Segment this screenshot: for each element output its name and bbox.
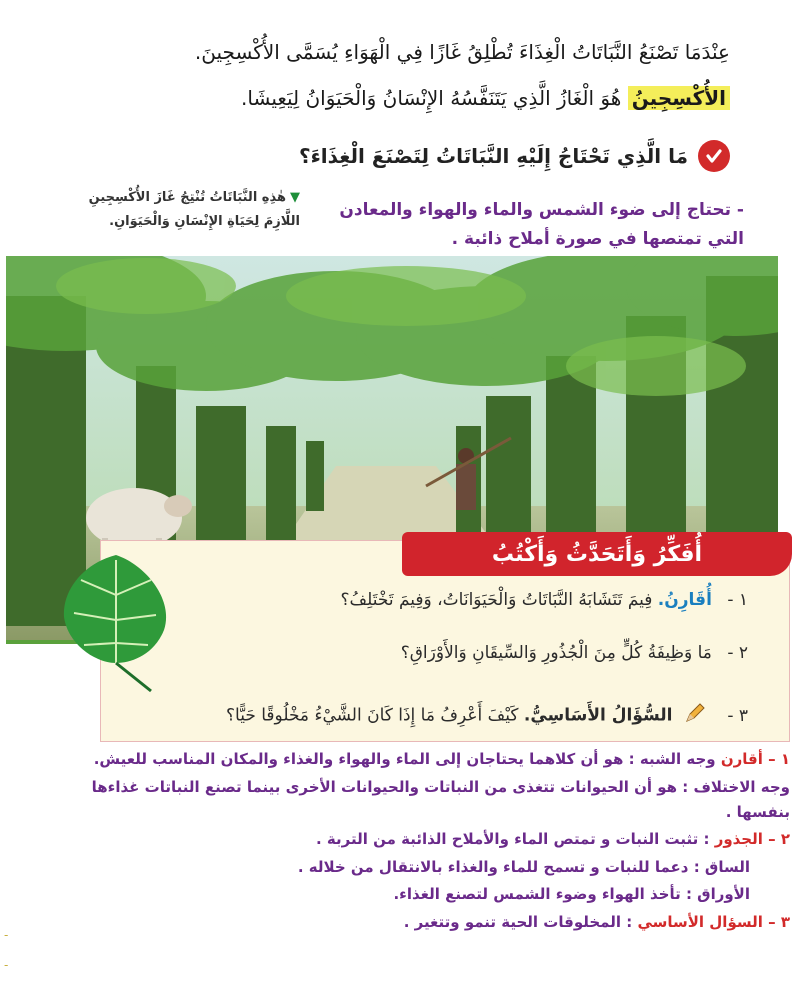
oxygen-term: الأُكْسِجِينُ [628, 86, 730, 110]
answer-1-difference: وجه الاختلاف : هو أن الحيوانات تتغذى من النباتات والحيوانات الأخرى بينما تصنع النباتات غذاءها [91, 778, 790, 796]
question-text: مَا الَّذِي تَحْتَاجُ إِلَيْهِ النَّبَاتَاتُ لِتَصْنَعَ الْغِذَاءَ؟ [298, 144, 688, 168]
answer-1-similarity: ١ – أقارن وجه الشبه : هو أن كلاهما يحتاجان إلى الماء والهواء والغذاء والمكان المناسب للعيش. [93, 750, 790, 768]
triangle-bullet-icon: ▼ [290, 190, 300, 205]
oxygen-definition-text: هُوَ الْغَازُ الَّذِي يَتَنَفَّسُهُ الإِنْسَانُ وَالْحَيَوَانُ لِيَعِيشَا. [241, 86, 622, 110]
margin-dash: - [4, 958, 9, 972]
answer-1-difference-end: بنفسها . [725, 803, 790, 821]
margin-dash: - [4, 928, 9, 942]
answer-2-roots: ٢ – الجذور : تثبت النبات و تمتص الماء والأملاح الذائبة من التربة . [316, 830, 790, 848]
answer-2-stem: الساق : دعما للنبات و تسمح للماء والغذاء بالانتقال من خلاله . [297, 858, 750, 876]
answer-2-leaves: الأوراق : تأخذ الهواء وضوء الشمس لتصنع الغذاء. [393, 885, 750, 903]
essential-question-label: السُّؤَالُ الأَسَاسِيُّ. [523, 705, 673, 726]
oxygen-definition [241, 86, 730, 110]
caption-line-2: اللَّازِمَ لِحَيَاةِ الإِنْسَانِ وَالْحَيَوَانِ. [109, 214, 300, 229]
answer-3-essential: ٣ – السؤال الأساسي : المخلوقات الحية تنمو وتتغير . [403, 913, 790, 931]
compare-label: أُقَارِنُ. [657, 590, 712, 610]
handwritten-answer [324, 196, 744, 254]
intro-line-1: عِنْدَمَا تَصْنَعُ النَّبَاتَاتُ الْغِذَاءَ تُطْلِقُ غَازًا فِي الْهَوَاءِ يُسَمَّى الأُكْسِجِينَ. [194, 40, 730, 64]
answer-line-2: التي تمتصها في صورة أملاح ذائبة . [451, 229, 744, 249]
section-title: أُفَكِّرُ وَأَتَحَدَّثُ وَأَكْتُبُ [491, 541, 703, 567]
photo-caption [18, 186, 300, 234]
answer-line-1: - تحتاج إلى ضوء الشمس والماء والهواء والمعادن [339, 200, 744, 220]
leaf-icon [56, 545, 176, 695]
card-question-1: ١ - أُقَارِنُ. فِيمَ تَتَشَابَهُ النَّبَاتَاتُ وَالْحَيَوَانَاتُ، وَفِيمَ تَخْتَلِفُ؟ [340, 590, 748, 610]
question-row [299, 140, 730, 172]
pencil-icon [684, 702, 706, 729]
section-title-ribbon [402, 532, 792, 576]
check-circle-icon [698, 140, 730, 172]
caption-line-1: هٰذِهِ النَّبَاتَاتُ تُنْتِجُ غَازَ الأُكْسِجِينِ [88, 190, 286, 205]
card-question-3: ٣ - السُّؤَالُ الأَسَاسِيُّ. كَيْفَ أَعْرِفُ مَا إِذَا كَانَ الشَّيْءُ مَخْلُوقًا حَيًّا؟ [226, 702, 748, 729]
card-question-2: ٢ - مَا وَظِيفَةُ كُلٍّ مِنَ الْجُذُورِ وَالسِّيقَانِ وَالأَوْرَاقِ؟ [400, 643, 748, 663]
